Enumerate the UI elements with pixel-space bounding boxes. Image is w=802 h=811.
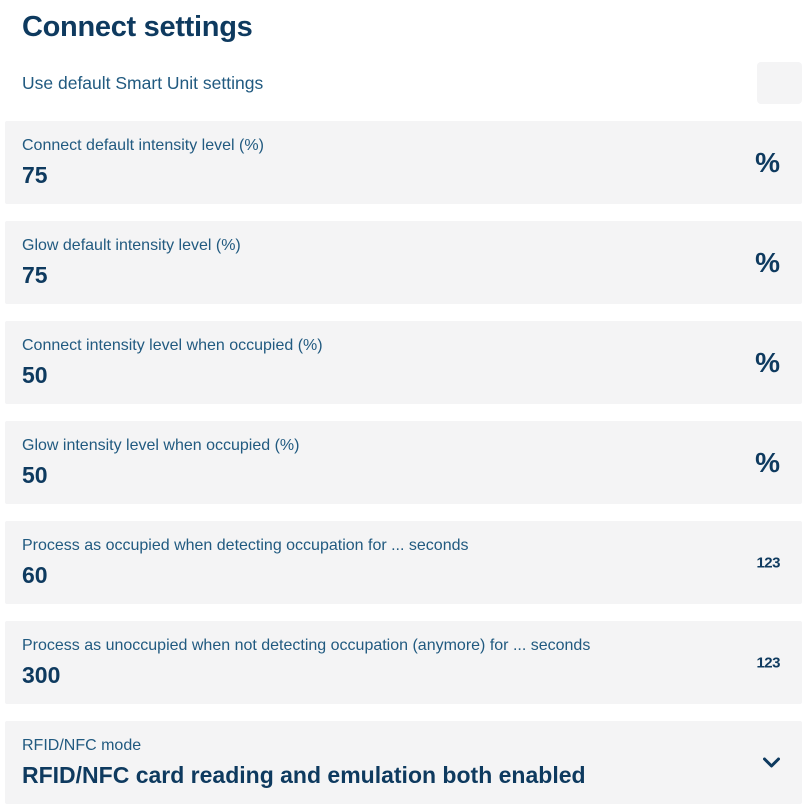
- setting-row[interactable]: [5, 721, 802, 804]
- setting-label: RFID/NFC mode: [22, 737, 142, 754]
- setting-value: 50: [22, 462, 48, 488]
- percent-icon: %: [755, 346, 780, 378]
- setting-row[interactable]: [5, 421, 802, 504]
- setting-label: Glow intensity level when occupied (%): [22, 437, 300, 454]
- setting-value: 75: [22, 162, 48, 188]
- setting-value: RFID/NFC card reading and emulation both enabled: [22, 762, 586, 788]
- setting-value: 50: [22, 362, 48, 388]
- percent-icon: %: [755, 446, 780, 478]
- setting-value: 75: [22, 262, 48, 288]
- numeric-input-icon: 123: [756, 554, 780, 571]
- setting-value: 60: [22, 562, 48, 588]
- use-default-settings-checkbox[interactable]: [757, 62, 802, 104]
- setting-row[interactable]: [5, 121, 802, 204]
- setting-label: Connect intensity level when occupied (%): [22, 337, 323, 354]
- setting-label: Process as unoccupied when not detecting occupation (anymore) for ... seconds: [22, 637, 591, 654]
- setting-label: Process as occupied when detecting occupation for ... seconds: [22, 537, 469, 554]
- setting-label: Connect default intensity level (%): [22, 137, 264, 154]
- setting-value: 300: [22, 662, 61, 688]
- setting-label: Glow default intensity level (%): [22, 237, 241, 254]
- percent-icon: %: [755, 246, 780, 278]
- setting-row[interactable]: [5, 221, 802, 304]
- use-default-settings-row: [0, 62, 802, 104]
- page-title: Connect settings: [22, 11, 253, 43]
- settings-list: [0, 121, 802, 804]
- chevron-down-icon[interactable]: [763, 757, 780, 768]
- setting-row[interactable]: [5, 321, 802, 404]
- percent-icon: %: [755, 146, 780, 178]
- setting-row[interactable]: [5, 521, 802, 604]
- use-default-settings-label: Use default Smart Unit settings: [22, 72, 264, 93]
- setting-row[interactable]: [5, 621, 802, 704]
- numeric-input-icon: 123: [756, 654, 780, 671]
